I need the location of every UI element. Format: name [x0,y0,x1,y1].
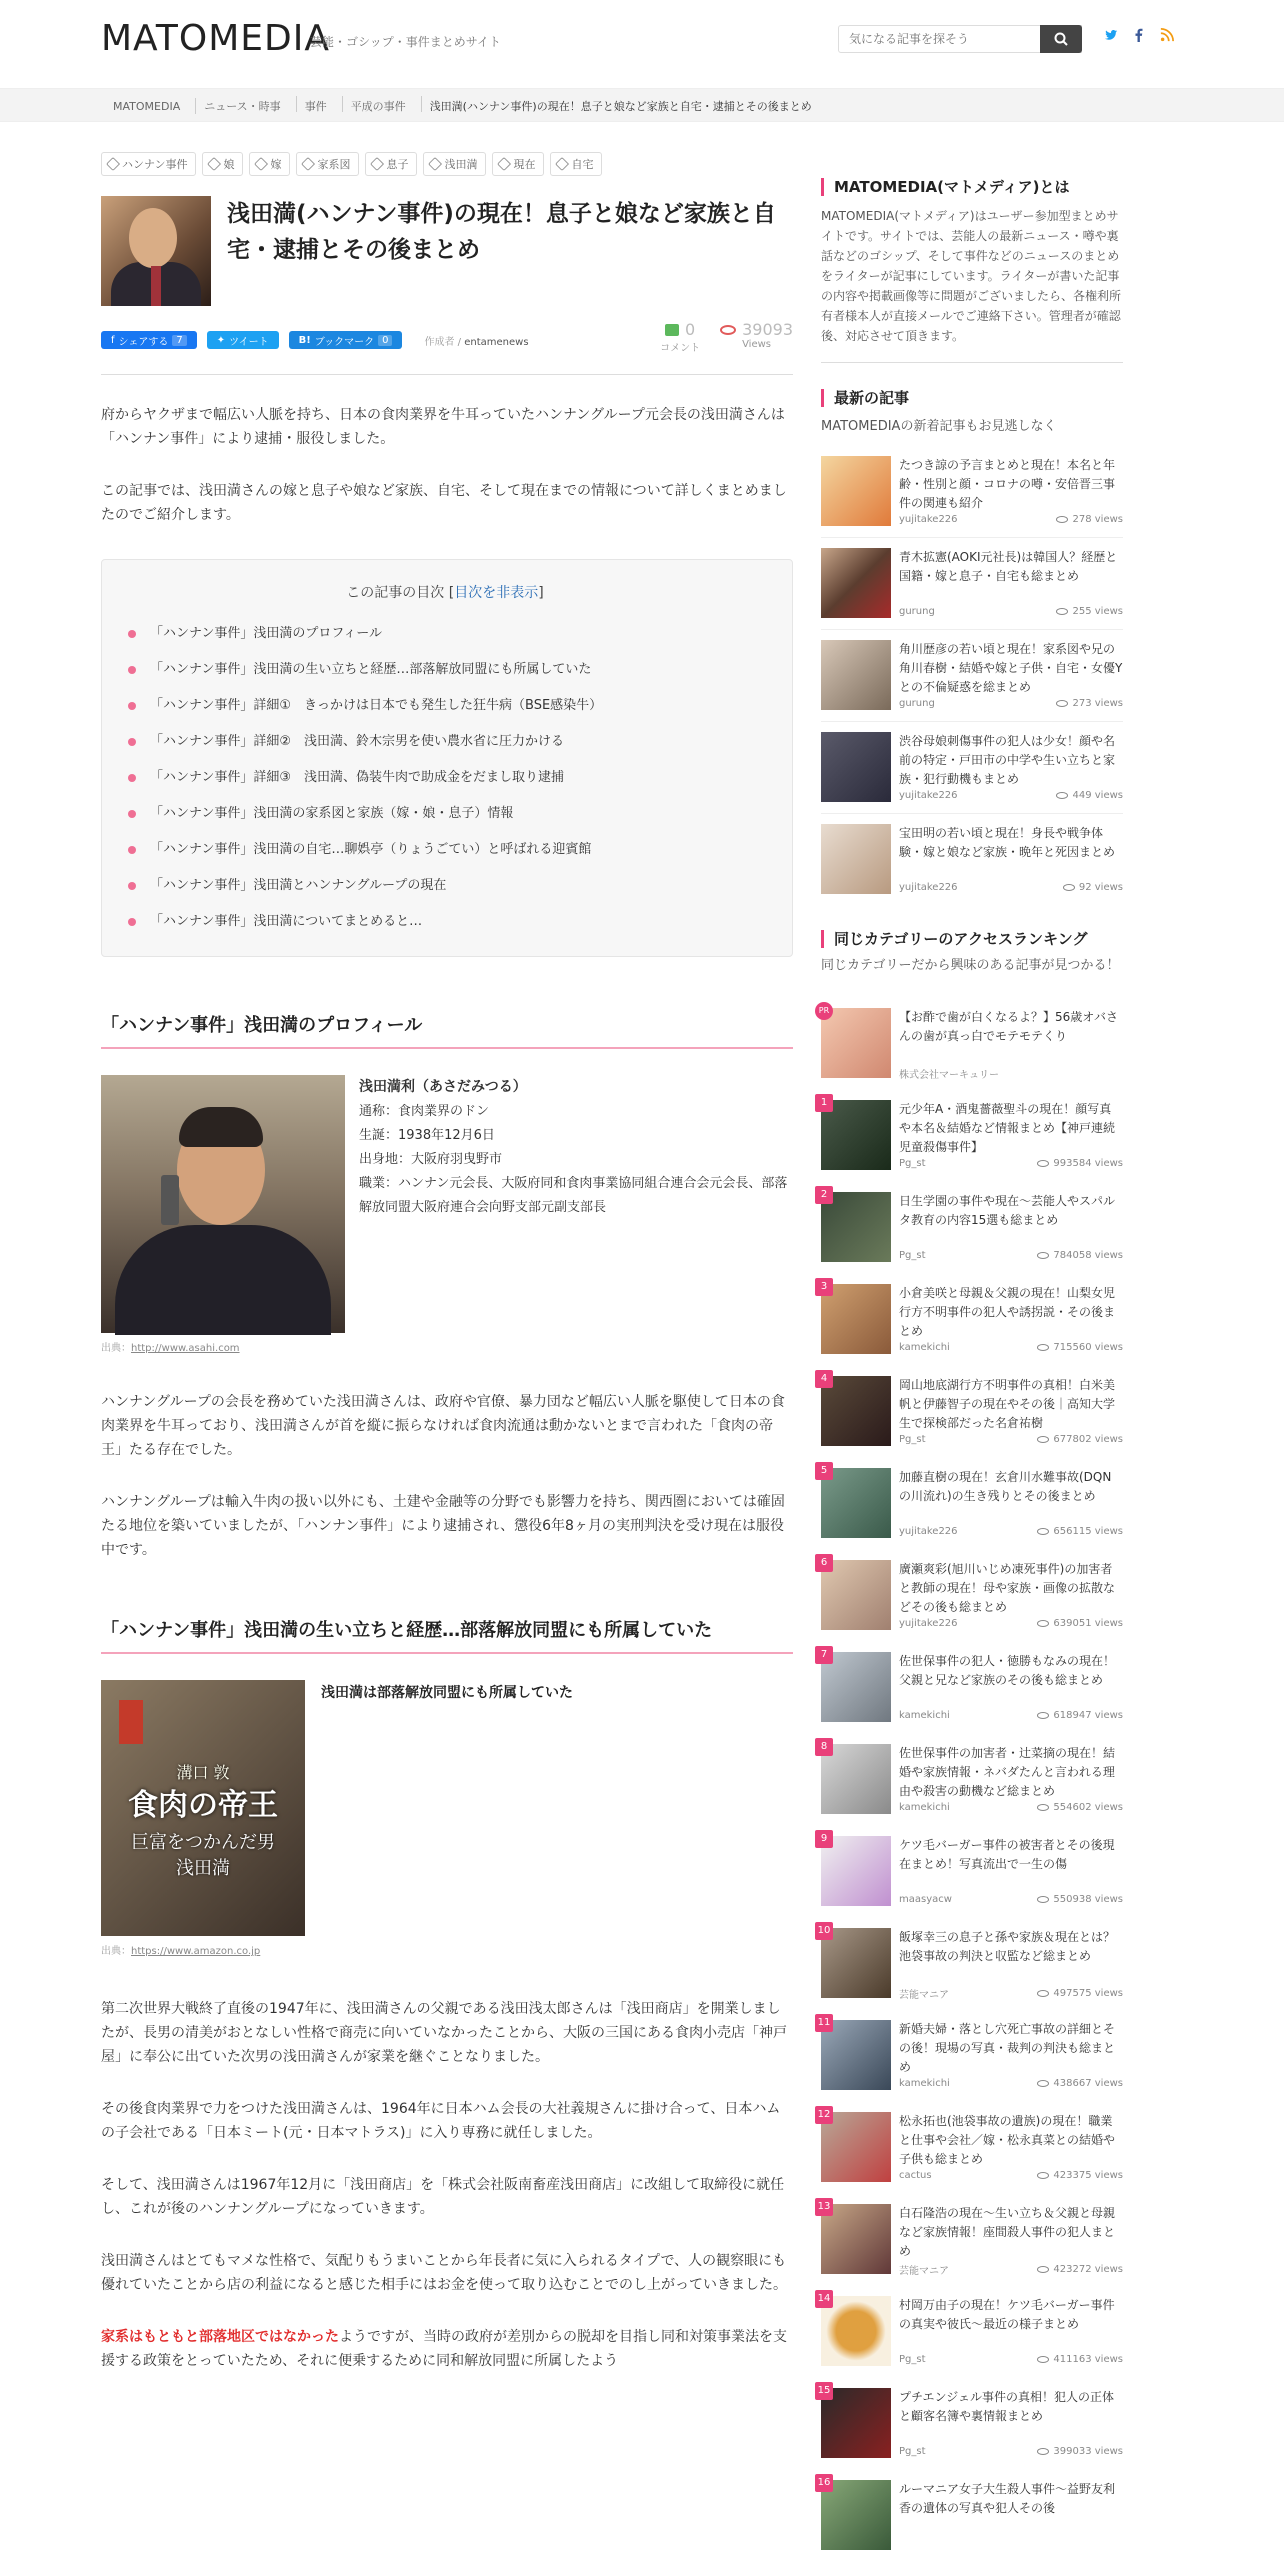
toc-item[interactable]: 「ハンナン事件」浅田満の生い立ちと経歴…部落解放同盟にも所属していた [128,652,762,688]
eye-icon [1056,792,1068,799]
comment-count[interactable]: 0 コメント [660,320,701,354]
eye-icon [1037,1712,1049,1719]
tag-icon [370,157,384,171]
ranking-item[interactable]: 4 岡山地底湖行方不明事件の真相！白米美帆と伊藤智子の現在やその後｜高知大学生で探検部だった名倉祐樹 Pg_st 677802 views [821,1362,1123,1454]
eye-icon [1037,1990,1049,1997]
eye-icon [1037,1896,1049,1903]
ranking-item[interactable]: 14 村岡万由子の現在！ケツ毛バーガー事件の真実や彼氏～最近の様子まとめ Pg_st 411163 views [821,2282,1123,2374]
section-heading-profile: 「ハンナン事件」浅田満のプロフィール [101,1011,793,1049]
about-text: MATOMEDIA(マトメディア)はユーザー参加型まとめサイトです。サイトでは、芸能人の最新ニュース・噂や裏話などのゴシップ、そして事件などのニュースのまとめをライターが記事にしています。ライターが書いた記事の内容や掲載画像等に問題がございましたら、各権利所有者様本人が直接メールでご連絡下さい。管理者が確認後、対応させて頂きます。 [821,206,1123,363]
facebook-share-count: 7 [172,335,186,346]
eye-icon [1056,516,1068,523]
toc-item[interactable]: 「ハンナン事件」詳細② 浅田満、鈴木宗男を使い農水省に圧力かける [128,724,762,760]
comment-icon [665,324,679,336]
ad-thumbnail [821,1008,891,1078]
hatena-icon: B! [298,334,311,346]
article-title: 浅田満(ハンナン事件)の現在！息子と娘など家族と自宅・逮捕とその後まとめ [227,201,776,263]
credit-link[interactable]: http://www.asahi.com [131,1343,240,1354]
breadcrumb-current: 浅田満(ハンナン事件)の現在！息子と娘など家族と自宅・逮捕とその後まとめ [429,100,812,113]
rank-badge: 12 [815,2106,833,2124]
eye-icon [1037,1528,1049,1535]
facebook-share-button[interactable]: f シェアする 7 [101,331,197,349]
ranking-subheading: 同じカテゴリーだから興味のある記事が見つかる！ [821,958,1120,973]
ad-item[interactable]: PR 【お酢で歯が白くなるよ？】56歳オバさんの歯が真っ白でモテモテくり 株式会社マーキュリー [821,994,1123,1086]
body-paragraph: その後食肉業界で力をつけた浅田満さんは、1964年に日本ハム会長の大社義規さんに掛け合って、日本ハムの子会社である「日本ミート(元・日本マトラス)」に入り専務に就任しました。 [101,2101,781,2141]
hatena-bookmark-button[interactable]: B! ブックマーク 0 [289,331,403,349]
tag-item[interactable]: 息子 [365,152,417,176]
book-block [101,1680,793,1938]
ranking-heading: 同じカテゴリーのアクセスランキング [821,930,1123,948]
eye-icon [1037,2356,1049,2363]
eye-icon [1037,1344,1049,1351]
recent-thumbnail [821,824,891,894]
eye-icon [1056,608,1068,615]
ranking-item[interactable]: 3 小倉美咲と母親＆父親の現在！山梨女児行方不明事件の犯人や誘拐説・その後まとめ kamekichi 715560 views [821,1270,1123,1362]
article-stats [660,320,793,354]
highlight-text: 家系はもともと部落地区ではなかった [101,2329,339,2345]
article-header [101,196,793,316]
tag-icon [106,157,120,171]
toc-item[interactable]: 「ハンナン事件」浅田満のプロフィール [128,616,762,652]
rank-badge: 1 [815,1094,833,1112]
divider [101,374,793,375]
rank-badge: 15 [815,2382,833,2400]
eye-icon [720,325,736,335]
rank-badge: 2 [815,1186,833,1204]
tag-icon [207,157,221,171]
tag-icon [301,157,315,171]
body-paragraph: 浅田満さんはとてもマメな性格で、気配りもうまいことから年長者に気に入られるタイプで、人の観察眼にも優れていたことから店の利益になると感じた相手にはお金を使って取り込むことでのし上がっていきました。 [101,2253,787,2293]
toc-item[interactable]: 「ハンナン事件」浅田満についてまとめると… [128,904,762,940]
tag-item[interactable]: ハンナン事件 [101,152,196,176]
ranking-item[interactable]: 16 ルーマニア女子大生殺人事件～益野友利香の遺体の写真や犯人その後 [821,2466,1123,2558]
image-credit: 出典：https://www.amazon.co.jp [101,1946,261,1957]
facebook-icon[interactable] [1132,28,1146,42]
breadcrumb-news[interactable]: ニュース・時事 [192,98,292,114]
tag-icon [555,157,569,171]
site-header [0,0,1284,88]
about-heading: MATOMEDIA(マトメディア)とは [821,178,1123,196]
ranking-item[interactable]: 1 元少年A・酒鬼薔薇聖斗の現在！顔写真や本名＆結婚など情報まとめ【神戸連続児童殺傷事件】 Pg_st 993584 views [821,1086,1123,1178]
breadcrumb-heisei[interactable]: 平成の事件 [339,98,418,114]
ranking-item[interactable]: 7 佐世保事件の犯人・徳勝もなみの現在！父親と兄など家族のその後も総まとめ kamekichi 618947 views [821,1638,1123,1730]
ranking-item[interactable]: 13 白石隆浩の現在～生い立ち＆父親と母親など家族情報！座間殺人事件の犯人まとめ 芸能マニア 423272 views [821,2190,1123,2282]
eye-icon [1037,1252,1049,1259]
toc-item[interactable]: 「ハンナン事件」浅田満とハンナングループの現在 [128,868,762,904]
rank-badge: 11 [815,2014,833,2032]
social-links [1104,28,1174,42]
ranking-item[interactable]: 12 松永拓也(池袋事故の遺族)の現在！職業と仕事や会社／嫁・松永真菜との結婚や子供も総まとめ cactus 423375 views [821,2098,1123,2190]
body-paragraph: ハンナングループは輸入牛肉の扱い以外にも、土建や金融等の分野でも影響力を持ち、関西圏においては確固たる地位を築いていましたが、「ハンナン事件」により逮捕され、懲役6年8ヶ月の実刑判決を受け現在は服役中です。 [101,1494,785,1558]
sidebar [817,178,1123,2558]
intro-paragraph: この記事では、浅田満さんの嫁と息子や娘など家族、自宅、そして現在までの情報について詳しくまとめましたのでご紹介します。 [101,483,787,523]
tag-item[interactable]: 家系図 [296,152,359,176]
tag-item[interactable]: 娘 [202,152,243,176]
breadcrumb [0,88,1284,122]
recent-item[interactable]: 宝田明の若い頃と現在！身長や戦争体験・嫁と娘など家族・晩年と死因まとめ yujitake226 92 views [821,814,1123,906]
article-author: 作成者 / entamenews [424,336,529,348]
view-count: 39093 Views [720,320,793,350]
tag-icon [254,157,268,171]
rss-icon[interactable] [1160,28,1174,42]
rank-badge: 3 [815,1278,833,1296]
ranking-item[interactable]: 5 加藤直樹の現在！玄倉川水難事故(DQNの川流れ)の生き残りとその後まとめ yujitake226 656115 views [821,1454,1123,1546]
rank-badge: 14 [815,2290,833,2308]
recent-thumbnail [821,640,891,710]
toc-item[interactable]: 「ハンナン事件」詳細① きっかけは日本でも発生した狂牛病（BSE感染牛） [128,688,762,724]
ranking-item[interactable]: 11 新婚夫婦・落とし穴死亡事故の詳細とその後！現場の写真・裁判の判決も総まとめ kamekichi 438667 views [821,2006,1123,2098]
body-paragraph: 家系はもともと部落地区ではなかったようですが、当時の政府が差別からの脱却を目指し同和対策事業法を支援する政策をとっていたため、それに便乗するために同和解放同盟に所属したよう [101,2329,787,2369]
eye-icon [1037,1436,1049,1443]
recent-thumbnail [821,732,891,802]
body-paragraph: そして、浅田満さんは1967年12月に「浅田商店」を「株式会社阪南畜産浅田商店」に改組して取締役に就任し、これが後のハンナングループになっていきます。 [101,2177,785,2217]
toc-toggle-link[interactable]: 目次を非表示 [454,585,539,601]
ranking-list [817,994,1123,2558]
recent-item[interactable]: 青木拡憲(AOKI元社長)は韓国人？経歴と国籍・嫁と息子・自宅も総まとめ gurung 255 views [821,538,1123,630]
rank-badge: 10 [815,1922,833,1940]
image-credit: 出典：http://www.asahi.com [101,1343,240,1354]
facebook-icon: f [111,334,115,346]
credit-link[interactable]: https://www.amazon.co.jp [131,1946,261,1957]
site-logo[interactable]: MATOMEDIA [101,18,330,59]
eye-icon [1037,2448,1049,2455]
toc-item[interactable]: 「ハンナン事件」浅田満の自宅…聊娯亭（りょうごてい）と呼ばれる迎賓館 [128,832,762,868]
rank-badge: 9 [815,1830,833,1848]
toc-item[interactable]: 「ハンナン事件」詳細③ 浅田満、偽装牛肉で助成金をだまし取り逮捕 [128,760,762,796]
site-tagline: 芸能・ゴシップ・事件まとめサイト [310,35,501,49]
profile-alias: 通称：食肉業界のドン [359,1104,490,1119]
section-heading-history: 「ハンナン事件」浅田満の生い立ちと経歴…部落解放同盟にも所属していた [101,1616,793,1654]
profile-name: 浅田満利（あさだみつる） [359,1079,527,1095]
tweet-button[interactable]: ✦ ツイート [207,331,279,349]
recent-thumbnail [821,456,891,526]
profile-photo [101,1075,345,1333]
eye-icon [1037,2172,1049,2179]
article-thumbnail [101,196,211,306]
search-icon [1040,25,1082,53]
book-cover-image: 溝口 敦 食肉の帝王 巨富をつかんだ男 浅田満 [101,1680,305,1936]
profile-details [359,1075,793,1220]
recent-heading: 最新の記事 [821,389,1123,407]
rank-badge: 7 [815,1646,833,1664]
profile-block [101,1075,793,1335]
rank-badge: 6 [815,1554,833,1572]
image-caption: 浅田満は部落解放同盟にも所属していた [321,1685,573,1701]
tag-item[interactable]: 自宅 [550,152,602,176]
rank-badge: 8 [815,1738,833,1756]
ranking-item[interactable]: 2 日生学園の事件や現在～芸能人やスパルタ教育の内容15選も総まとめ Pg_st 784058 views [821,1178,1123,1270]
recent-item[interactable]: たつき諒の予言まとめと現在！本名と年齢・性別と顔・コロナの噂・安倍晋三事件の関連も紹介 yujitake226 278 views [821,446,1123,538]
tag-list [101,152,793,176]
recent-item[interactable]: 渋谷母娘刺傷事件の犯人は少女！顔や名前の特定・戸田市の中学や生い立ちと家族・犯行動機もまとめ yujitake226 449 views [821,722,1123,814]
breadcrumb-incident[interactable]: 事件 [293,98,339,114]
tag-icon [497,157,511,171]
tag-icon [428,157,442,171]
article-main [101,152,793,2373]
recent-subheading: MATOMEDIAの新着記事もお見逃しなく [821,419,1057,434]
ranking-item[interactable]: 8 佐世保事件の加害者・辻菜摘の現在！結婚や家族情報・ネバダたんと言われる理由や殺害の動機など総まとめ kamekichi 554602 views [821,1730,1123,1822]
profile-job: 職業：ハンナン元会長、大阪府同和食肉事業協同組合連合会元会長、部落解放同盟大阪府連合会向野支部元副支部長 [359,1176,788,1215]
ranking-item[interactable]: 9 ケツ毛バーガー事件の被害者とその後現在まとめ！写真流出で一生の傷 maasyacw 550938 views [821,1822,1123,1914]
profile-birth: 生誕：1938年12月6日 [359,1128,495,1143]
recent-list [821,446,1123,906]
breadcrumb-home[interactable]: MATOMEDIA [101,100,192,113]
eye-icon [1037,1804,1049,1811]
eye-icon [1037,1620,1049,1627]
eye-icon [1063,884,1075,891]
eye-icon [1056,700,1068,707]
toc-heading: この記事の目次 [目次を非表示] [346,585,544,601]
twitter-icon[interactable] [1104,28,1118,42]
rank-badge: 13 [815,2198,833,2216]
intro-paragraph: 府からヤクザまで幅広い人脈を持ち、日本の食肉業界を牛耳っていたハンナングループ元会長の浅田満さんは「ハンナン事件」により逮捕・服役しました。 [101,407,785,447]
rank-badge: 4 [815,1370,833,1388]
ad-badge: PR [815,1002,833,1020]
tag-item[interactable]: 現在 [492,152,544,176]
hatena-count: 0 [378,335,392,346]
eye-icon [1037,2266,1049,2273]
profile-birthplace: 出身地：大阪府羽曳野市 [359,1152,503,1167]
ranking-item[interactable]: 15 プチエンジェル事件の真相！犯人の正体と顧客名簿や裏情報まとめ Pg_st 399033 views [821,2374,1123,2466]
eye-icon [1037,2080,1049,2087]
eye-icon [1037,1160,1049,1167]
recent-item[interactable]: 角川歴彦の若い頃と現在！家系図や兄の角川春樹・結婚や嫁と子供・自宅・女優Yとの不倫疑惑を総まとめ gurung 273 views [821,630,1123,722]
search-button[interactable] [1040,25,1082,53]
twitter-icon: ✦ [216,334,226,346]
toc-item[interactable]: 「ハンナン事件」浅田満の家系図と家族（嫁・娘・息子）情報 [128,796,762,832]
share-bar [101,320,793,360]
tag-item[interactable]: 嫁 [249,152,290,176]
table-of-contents [101,559,793,957]
ranking-item[interactable]: 6 廣瀬爽彩(旭川いじめ凍死事件)の加害者と教師の現在！母や家族・画像の拡散などその後も総まとめ yujitake226 639051 views [821,1546,1123,1638]
rank-badge: 16 [815,2474,833,2492]
recent-thumbnail [821,548,891,618]
body-paragraph: 第二次世界大戦終了直後の1947年に、浅田満さんの父親である浅田浅太郎さんは「浅田商店」を開業しましたが、長男の清美がおとなしい性格で商売に向いていなかったことから、大阪の三国にある食肉小売店「神戸屋」に奉公に出ていた次男の浅田満さんが家業を継ぐことなりました。 [101,2001,787,2065]
body-paragraph: ハンナングループの会長を務めていた浅田満さんは、政府や官僚、暴力団など幅広い人脈を駆使して日本の食肉業界を牛耳っており、浅田満さんが首を縦に振らなければ食肉流通は動かないとまで言われた「食肉の帝王」たる存在でした。 [101,1394,785,1458]
ranking-item[interactable]: 10 飯塚幸三の息子と孫や家族＆現在とは？池袋事故の判決と収監など総まとめ 芸能マニア 497575 views [821,1914,1123,2006]
rank-badge: 5 [815,1462,833,1480]
tag-item[interactable]: 浅田満 [423,152,486,176]
